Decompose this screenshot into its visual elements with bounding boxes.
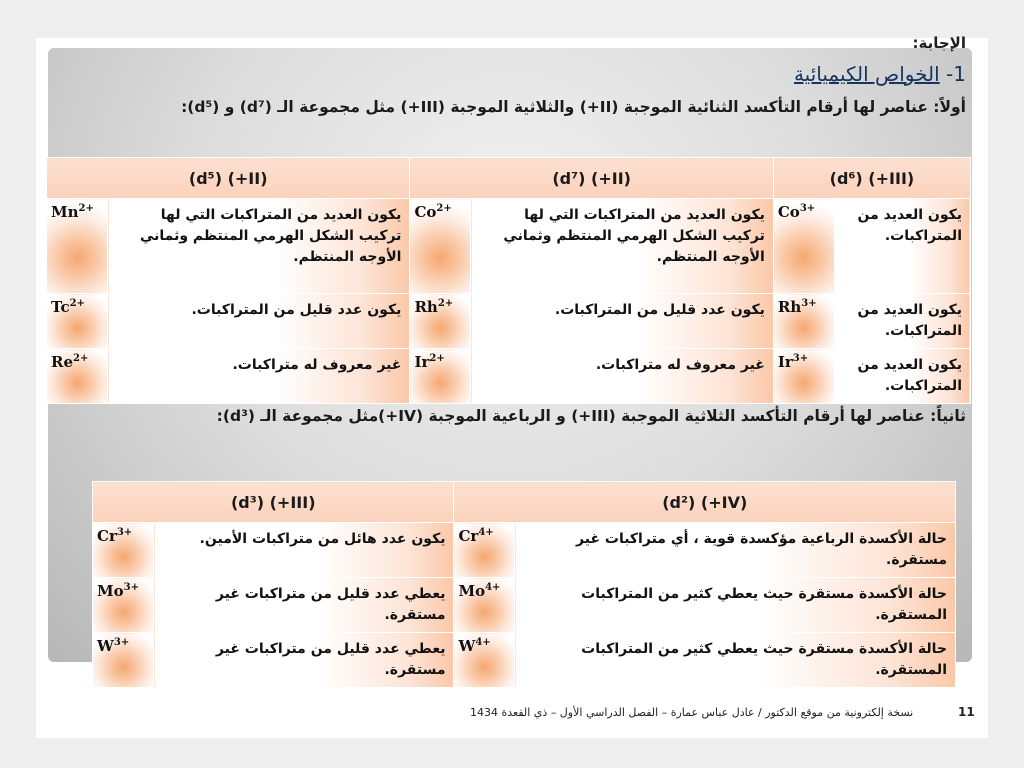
table-header-row [93, 482, 956, 523]
header-cell: (IV+) (d²) [454, 482, 956, 523]
description-cell: حالة الأكسدة الرباعية مؤكسدة قوية ، أي متراكبات غير مستقرة. [515, 523, 956, 578]
element-symbol: $Re^{2+}$ [47, 349, 108, 404]
description-cell: يكون عدد قليل من المتراكبات. [108, 294, 410, 349]
description-cell: يكون عدد هائل من متراكبات الأمين. [154, 523, 454, 578]
table-row [47, 294, 971, 349]
paragraph-first: أولاً: عناصر لها أرقام التأكسد الثنائية الموجبة (II+) والثلاثية الموجبة (III+) مثل مجموعة الـ (d⁷) و (d⁵): [181, 98, 966, 116]
element-symbol: $Co^{2+}$ [410, 199, 471, 294]
element-symbol: $Cr^{3+}$ [93, 523, 154, 578]
element-symbol: $Rh^{2+}$ [410, 294, 471, 349]
element-symbol: $Mn^{2+}$ [47, 199, 108, 294]
header-cell: (III+) (d⁶) [773, 158, 970, 199]
answer-label: الإجابة: [912, 34, 966, 52]
table-row [47, 349, 971, 404]
description-cell: يعطي عدد قليل من متراكبات غير مستقرة. [154, 578, 454, 633]
table-row [93, 578, 956, 633]
description-cell: يكون عدد قليل من المتراكبات. [471, 294, 773, 349]
element-symbol: $Cr^{4+}$ [454, 523, 515, 578]
header-cell: (III+) (d³) [93, 482, 454, 523]
description-cell: يكون العديد من المتراكبات التي لها تركيب الشكل الهرمي المنتظم وثماني الأوجه المنتظم. [108, 199, 410, 294]
description-cell: يكون العديد من المتراكبات. [834, 294, 970, 349]
element-symbol: $Ir^{3+}$ [773, 349, 834, 404]
element-symbol: $Rh^{3+}$ [773, 294, 834, 349]
element-symbol: $Mo^{3+}$ [93, 578, 154, 633]
section-heading [794, 62, 966, 86]
table-header-row [47, 158, 971, 199]
description-cell: يكون العديد من المتراكبات. [834, 349, 970, 404]
page-number: 11 [958, 705, 975, 719]
element-symbol: $Tc^{2+}$ [47, 294, 108, 349]
table-row [47, 199, 971, 294]
element-symbol: $W^{3+}$ [93, 633, 154, 688]
table-group-d2-d3 [92, 481, 956, 688]
description-cell: غير معروف له متراكبات. [108, 349, 410, 404]
table-row [93, 633, 956, 688]
description-cell: حالة الأكسدة مستقرة حيث يعطي كثير من المتراكبات المستقرة. [515, 578, 956, 633]
description-cell: يكون العديد من المتراكبات التي لها تركيب الشكل الهرمي المنتظم وثماني الأوجه المنتظم. [471, 199, 773, 294]
element-symbol: $W^{4+}$ [454, 633, 515, 688]
section-number: 1- [946, 62, 966, 86]
header-cell: (II+) (d⁵) [47, 158, 410, 199]
element-symbol: $Mo^{4+}$ [454, 578, 515, 633]
table-row [93, 523, 956, 578]
table-group-d5-d7 [46, 157, 971, 404]
paragraph-second: ثانياً: عناصر لها أرقام التأكسد الثلاثية الموجبة (III+) و الرباعية الموجبة (IV+)مثل مجموعة الـ (d³): [216, 407, 966, 425]
section-title: الخواص الكيميائية [793, 62, 940, 86]
description-cell: يكون العديد من المتراكبات. [834, 199, 970, 294]
element-symbol: $Co^{3+}$ [773, 199, 834, 294]
footer-text: نسخة إلكترونية من موقع الدكتور / عادل عباس عمارة – الفصل الدراسي الأول – ذي القعدة 1434 [470, 706, 914, 719]
element-symbol: $Ir^{2+}$ [410, 349, 471, 404]
description-cell: يعطي عدد قليل من متراكبات غير مستقرة. [154, 633, 454, 688]
description-cell: غير معروف له متراكبات. [471, 349, 773, 404]
description-cell: حالة الأكسدة مستقرة حيث يعطي كثير من المتراكبات المستقرة. [515, 633, 956, 688]
header-cell: (II+) (d⁷) [410, 158, 773, 199]
